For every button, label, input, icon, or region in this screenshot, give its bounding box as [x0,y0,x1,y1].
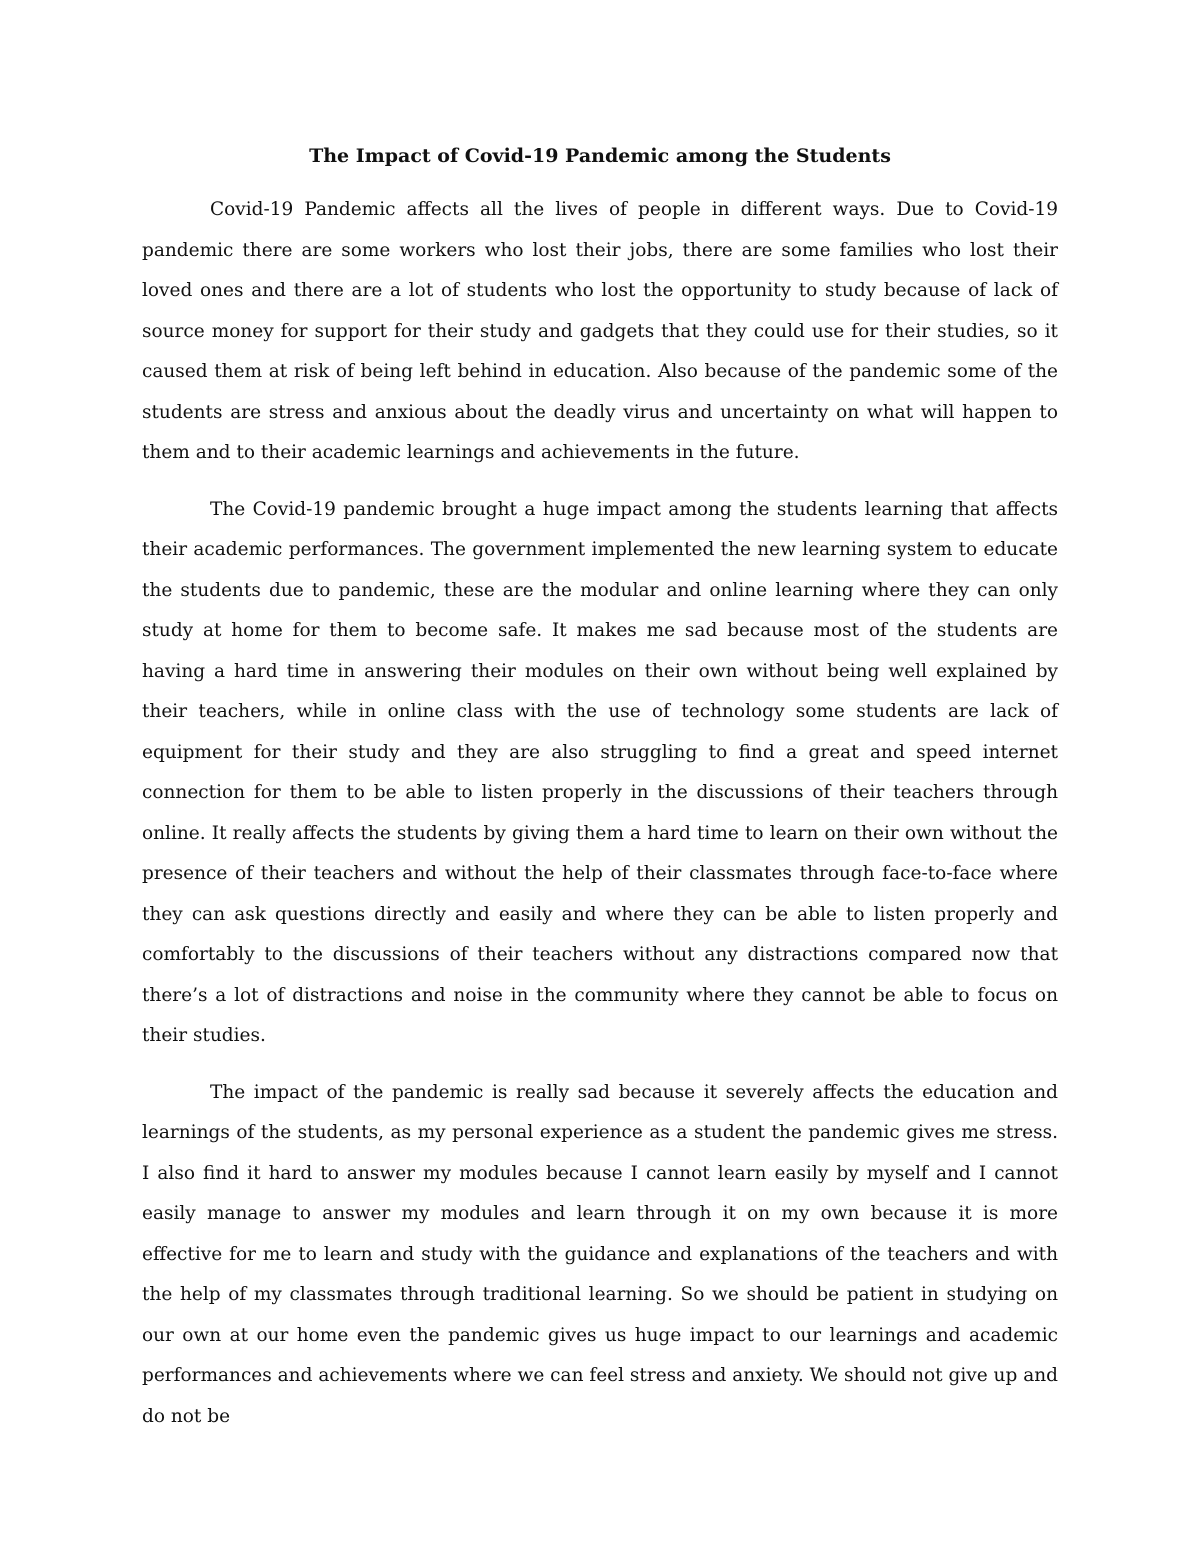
document-title: The Impact of Covid-19 Pandemic among the Students [309,145,891,167]
paragraph-1: Covid-19 Pandemic affects all the lives of people in different ways. Due to Covid-19 pandemic there are some workers who lost their jobs, there are some families who lost their loved ones and there are a lot of students who lost the opportunity to study because of lack of source money for support for their study and gadgets that they could use for their studies, so it caused them at risk of being left behind in education. Also because of the pandemic some of the students are stress and anxious about the deadly virus and uncertainty on what will happen to them and to their academic learnings and achievements in the future. [142,199,1058,463]
paragraph-3: The impact of the pandemic is really sad because it severely affects the education and learnings of the students, as my personal experience as a student the pandemic gives me stress. I also find it hard to answer my modules because I cannot learn easily by myself and I cannot easily manage to answer my modules and learn through it on my own because it is more effective for me to learn and study with the guidance and explanations of the teachers and with the help of my classmates through traditional learning. So we should be patient in studying on our own at our home even the pandemic gives us huge impact to our learnings and academic performances and achievements where we can feel stress and anxiety. We should not give up and do not be [142,1081,1058,1427]
paragraph-2: The Covid-19 pandemic brought a huge impact among the students learning that affects their academic performances. The government implemented the new learning system to educate the students due to pandemic, these are the modular and online learning where they can only study at home for them to become safe. It makes me sad because most of the students are having a hard time in answering their modules on their own without being well explained by their teachers, while in online class with the use of technology some students are lack of equipment for their study and they are also struggling to find a great and speed internet connection for them to be able to listen properly in the discussions of their teachers through online. It really affects the students by giving them a hard time to learn on their own without the presence of their teachers and without the help of their classmates through face-to-face where they can ask questions directly and easily and where they can be able to listen properly and comfortably to the discussions of their teachers without any distractions compared now that there’s a lot of distractions and noise in the community where they cannot be able to focus on their studies. [142,498,1058,1046]
